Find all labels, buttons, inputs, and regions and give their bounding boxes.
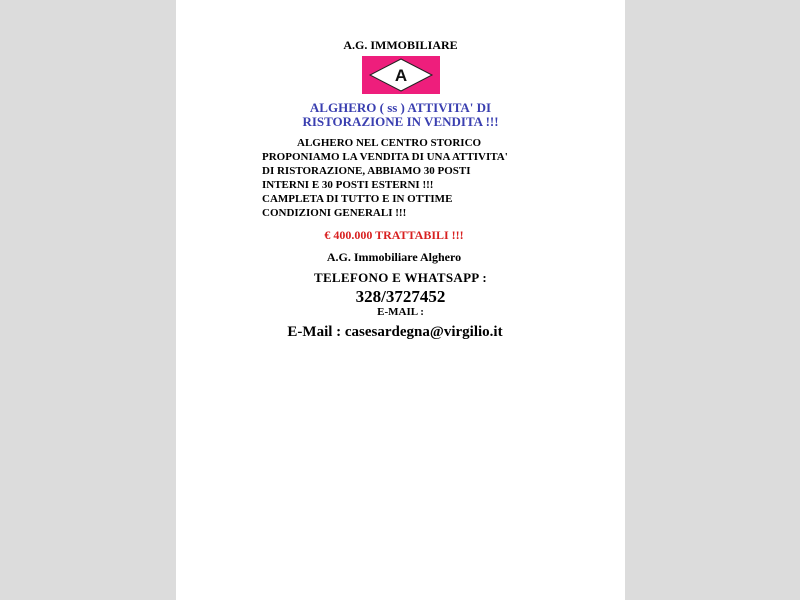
description-line: DI RISTORAZIONE, ABBIAMO 30 POSTI: [262, 165, 471, 177]
company-name: A.G. IMMOBILIARE: [343, 38, 458, 52]
logo-letter: A: [394, 66, 408, 85]
phone-number: 328/3727452: [355, 287, 446, 306]
email-address: E-Mail : casesardegna@virgilio.it: [287, 324, 503, 340]
document-page: [176, 0, 625, 600]
email-label: E-MAIL :: [377, 306, 424, 318]
agency-logo: [362, 56, 440, 94]
headline-line: RISTORAZIONE IN VENDITA !!!: [302, 114, 499, 129]
description-line: ALGHERO NEL CENTRO STORICO: [297, 137, 482, 149]
description-line: CAMPLETA DI TUTTO E IN OTTIME: [262, 193, 453, 205]
agency-name: A.G. Immobiliare Alghero: [326, 250, 462, 264]
price: € 400.000 TRATTABILI !!!: [324, 228, 464, 242]
description-line: CONDIZIONI GENERALI !!!: [262, 207, 407, 219]
phone-label: TELEFONO E WHATSAPP :: [313, 270, 488, 285]
description: [262, 136, 508, 220]
headline-line: ALGHERO ( ss ) ATTIVITA' DI: [309, 100, 492, 115]
headline: [176, 101, 625, 129]
description-line: PROPONIAMO LA VENDITA DI UNA ATTIVITA': [262, 151, 508, 163]
description-line: INTERNI E 30 POSTI ESTERNI !!!: [262, 179, 434, 191]
